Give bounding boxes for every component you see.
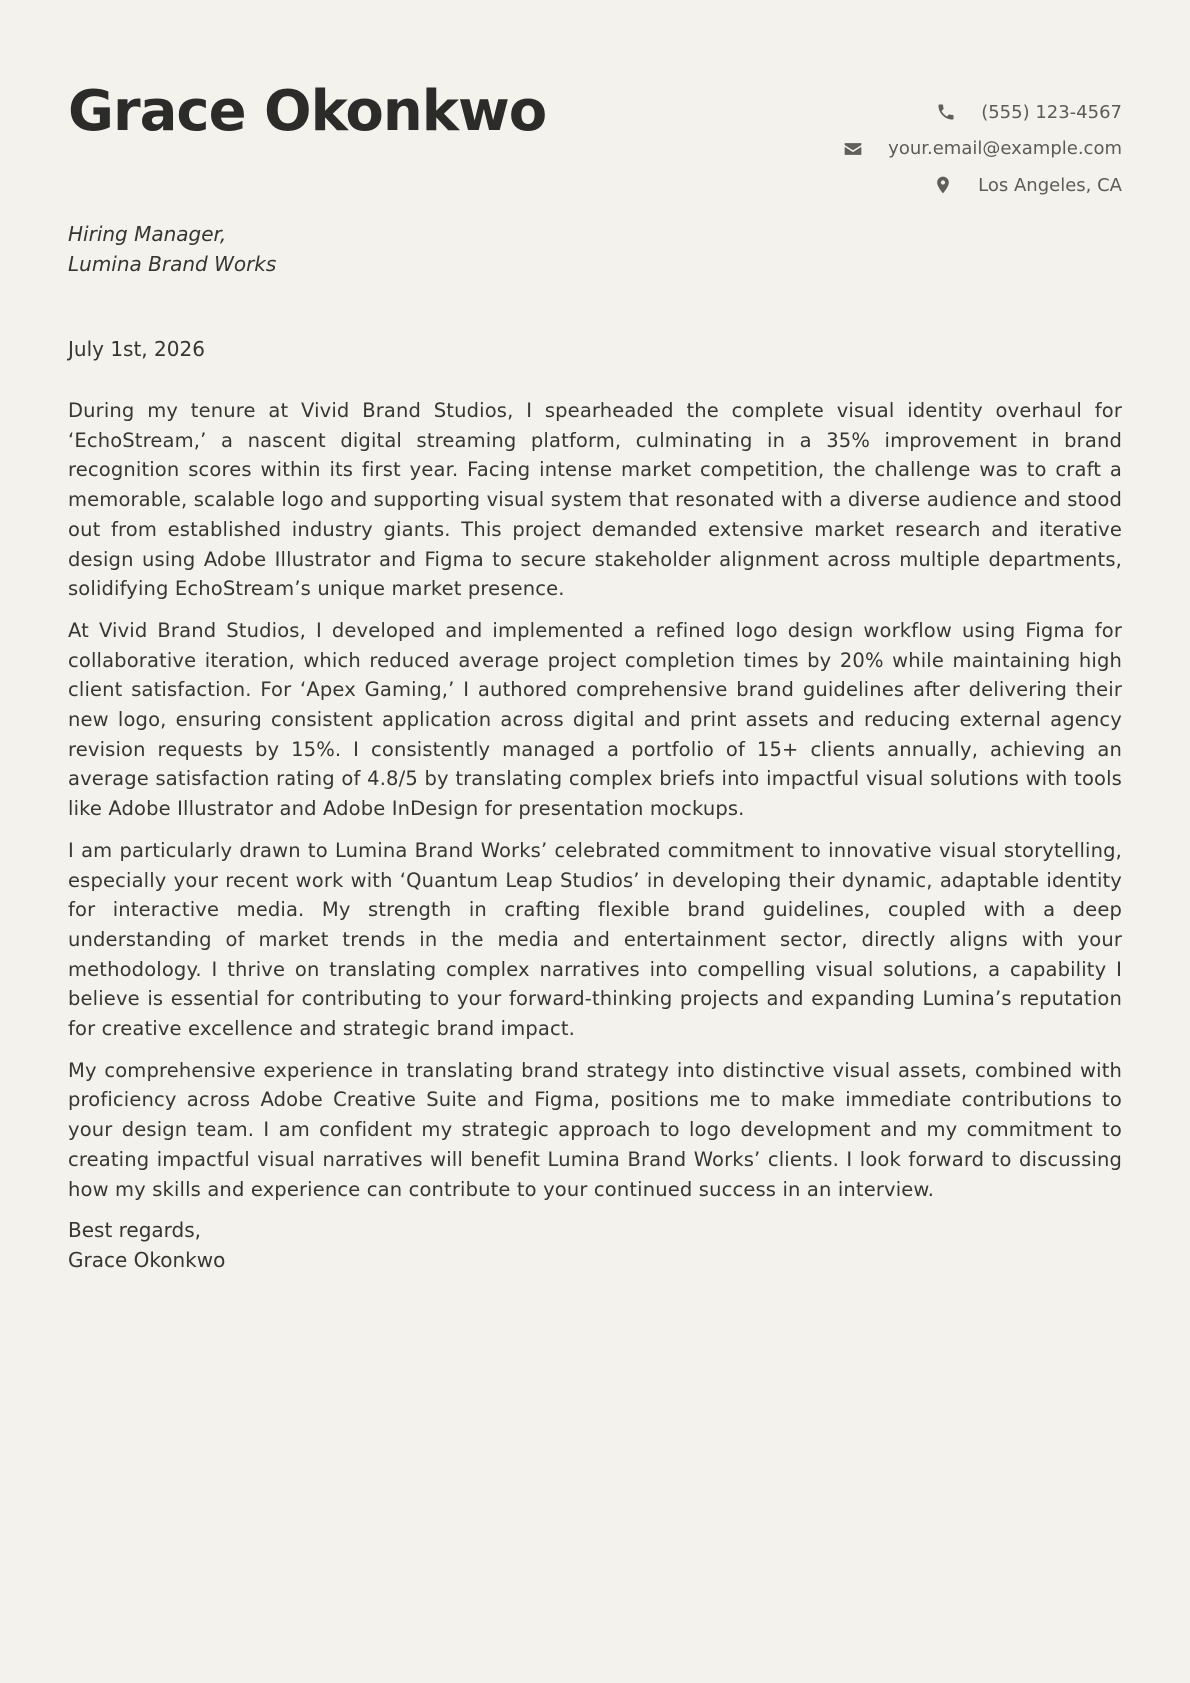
map-pin-icon [932,174,954,196]
closing-salutation: Best regards, [68,1218,202,1243]
phone-text: (555) 123-4567 [981,101,1122,123]
body-paragraph: I am particularly drawn to Lumina Brand Works’ celebrated commitment to innovative visual storytelling, especially your recent work with ‘Quantum Leap Studios’ in developing their dynamic, adaptable identity for interactive media. My strength in crafting flexible brand guidelines, coupled with a deep understanding of market trends in the media and entertainment sector, directly aligns with your methodology. I thrive on translating complex narratives into compelling visual solutions, a capability I believe is essential for contributing to your forward-thinking projects and expanding Lumina’s reputation for creative excellence and strategic brand impact. [68,838,1122,1041]
location-text: Los Angeles, CA [978,174,1122,196]
letter-date: July 1st, 2026 [68,337,205,361]
closing-block [68,1216,1122,1275]
body-paragraph: During my tenure at Vivid Brand Studios, I spearheaded the complete visual identity overhaul for ‘EchoStream,’ a nascent digital streaming platform, culminating in a 35% improvement in brand recognition scores within its first year. Facing intense market competition, the challenge was to craft a memorable, scalable logo and supporting visual system that resonated with a diverse audience and stood out from established industry giants. This project demanded extensive market research and iterative design using Adobe Illustrator and Figma to secure stakeholder alignment across multiple departments, solidifying EchoStream’s unique market presence. [68,399,1122,601]
recipient-block [68,219,276,279]
recipient-title: Hiring Manager, [68,222,227,246]
contact-info [842,94,1122,204]
closing-signature: Grace Okonkwo [68,1247,226,1272]
cover-letter-page [68,0,1122,1683]
contact-phone [842,94,1122,131]
contact-location [842,167,1122,204]
recipient-company: Lumina Brand Works [68,252,277,276]
letter-body [68,396,1122,1276]
letter-header [68,0,1122,200]
contact-email [842,131,1122,168]
email-text[interactable]: your.email@example.com [888,138,1122,160]
applicant-name: Grace Okonkwo [68,79,547,144]
envelope-icon [842,138,864,160]
body-paragraph: At Vivid Brand Studios, I developed and implemented a refined logo design workflow using Figma for collaborative iteration, which reduced average project completion times by 20% while maintaining high client satisfaction. For ‘Apex Gaming,’ I authored comprehensive brand guidelines after delivering their new logo, ensuring consistent application across digital and print assets and reducing external agency revision requests by 15%. I consistently managed a portfolio of 15+ clients annually, achieving an average satisfaction rating of 4.8/5 by translating complex briefs into impactful visual solutions with tools like Adobe Illustrator and Adobe InDesign for presentation mockups. [68,618,1122,821]
phone-icon [935,101,957,123]
body-paragraph: My comprehensive experience in translating brand strategy into distinctive visual assets, combined with proficiency across Adobe Creative Suite and Figma, positions me to make immediate contributions to your design team. I am confident my strategic approach to logo development and my commitment to creating impactful visual narratives will benefit Lumina Brand Works’ clients. I look forward to discussing how my skills and experience can contribute to your continued success in an interview. [68,1058,1122,1201]
